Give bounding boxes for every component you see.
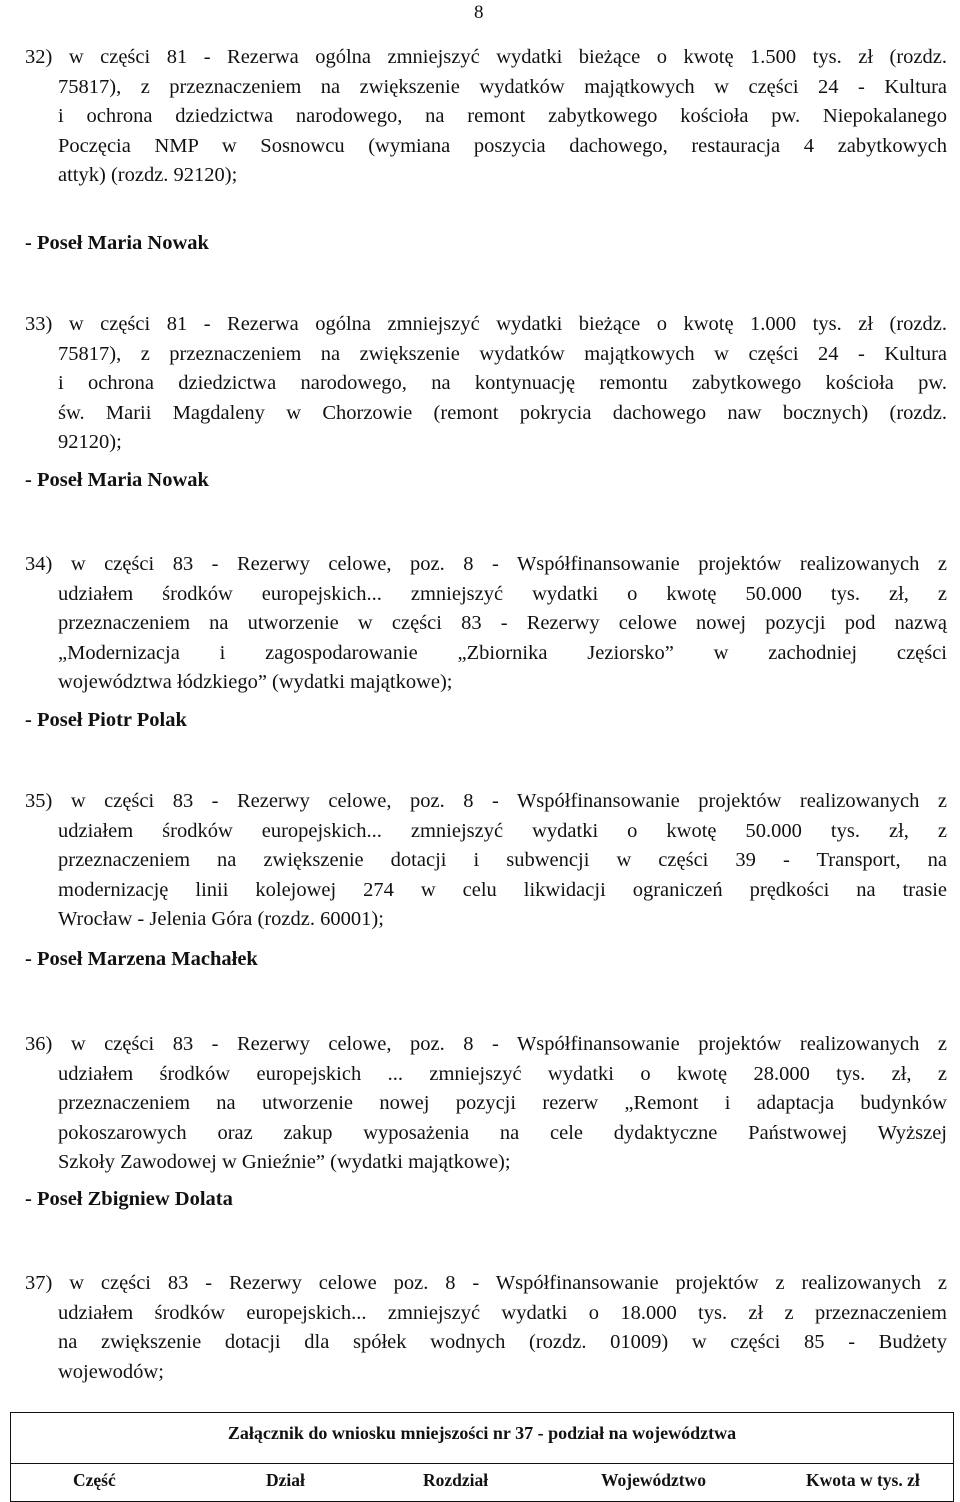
annex-table bbox=[10, 1412, 954, 1502]
item-line: „Modernizacja i zagospodarowanie „Zbiornika Jeziorsko” w zachodniej części bbox=[58, 641, 947, 664]
column-header-dzial: Dział bbox=[266, 1470, 305, 1490]
item-line: i ochrona dziedzictwa narodowego, na remont zabytkowego kościoła pw. Niepokalanego bbox=[58, 105, 947, 128]
annex-title: Załącznik do wniosku mniejszości nr 37 - podział na województwa bbox=[227, 1423, 737, 1443]
item-line: województwa łódzkiego” (wydatki majątkowe); bbox=[58, 671, 453, 694]
sponsor-name: - Poseł Piotr Polak bbox=[25, 709, 187, 731]
item-line: modernizację linii kolejowej 274 w celu likwidacji ograniczeń prędkości na trasie bbox=[58, 878, 947, 901]
list-item bbox=[25, 310, 947, 458]
list-item bbox=[25, 43, 947, 191]
sponsor-name: - Poseł Marzena Machałek bbox=[25, 948, 258, 970]
sponsor-name: - Poseł Zbigniew Dolata bbox=[25, 1188, 233, 1210]
list-item bbox=[25, 787, 947, 935]
item-line: wojewodów; bbox=[58, 1360, 164, 1383]
item-line: i ochrona dziedzictwa narodowego, na kontynuację remontu zabytkowego kościoła pw. bbox=[58, 372, 947, 395]
item-line: 35) w części 83 - Rezerwy celowe, poz. 8 - Współfinansowanie projektów realizowanych z bbox=[25, 790, 947, 812]
item-line: attyk) (rozdz. 92120); bbox=[58, 164, 238, 187]
item-line: 34) w części 83 - Rezerwy celowe, poz. 8 - Współfinansowanie projektów realizowanych z bbox=[25, 553, 947, 575]
item-line: Poczęcia NMP w Sosnowcu (wymiana poszycia dachowego, restauracja 4 zabytkowych bbox=[58, 134, 947, 157]
item-line: 33) w części 81 - Rezerwa ogólna zmniejszyć wydatki bieżące o kwotę 1.000 tys. zł (rozdz. bbox=[25, 313, 947, 335]
column-header-czesc: Część bbox=[73, 1470, 116, 1490]
sponsor-name: - Poseł Maria Nowak bbox=[25, 469, 209, 491]
item-line: przeznaczeniem na utworzenie w części 83 - Rezerwy celowe nowej pozycji pod nazwą bbox=[58, 612, 947, 635]
item-line: przeznaczeniem na zwiększenie dotacji i subwencji w części 39 - Transport, na bbox=[58, 849, 947, 872]
item-line: 75817), z przeznaczeniem na zwiększenie wydatków majątkowych w części 24 - Kultura bbox=[58, 75, 947, 98]
item-line: św. Marii Magdaleny w Chorzowie (remont pokrycia dachowego naw bocznych) (rozdz. bbox=[58, 401, 947, 424]
item-line: udziałem środków europejskich... zmniejszyć wydatki o 18.000 tys. zł z przeznaczeniem bbox=[58, 1301, 947, 1324]
item-line: Szkoły Zawodowej w Gnieźnie” (wydatki majątkowe); bbox=[58, 1151, 511, 1174]
item-line: 37) w części 83 - Rezerwy celowe poz. 8 - Współfinansowanie projektów z realizowanych z bbox=[25, 1272, 947, 1294]
page-number: 8 bbox=[474, 2, 484, 23]
table-divider bbox=[11, 1463, 953, 1464]
column-header-kwota: Kwota w tys. zł bbox=[806, 1470, 920, 1490]
item-line: 32) w części 81 - Rezerwa ogólna zmniejszyć wydatki bieżące o kwotę 1.500 tys. zł (rozdz. bbox=[25, 46, 947, 68]
item-line: 36) w części 83 - Rezerwy celowe, poz. 8 - Współfinansowanie projektów realizowanych z bbox=[25, 1033, 947, 1055]
item-line: Wrocław - Jelenia Góra (rozdz. 60001); bbox=[58, 908, 384, 931]
list-item bbox=[25, 1269, 947, 1387]
list-item bbox=[25, 1030, 947, 1178]
item-line: udziałem środków europejskich... zmniejszyć wydatki o kwotę 50.000 tys. zł, z bbox=[58, 582, 947, 605]
sponsor-name: - Poseł Maria Nowak bbox=[25, 232, 209, 254]
item-line: 75817), z przeznaczeniem na zwiększenie wydatków majątkowych w części 24 - Kultura bbox=[58, 342, 947, 365]
item-line: na zwiększenie dotacji dla spółek wodnych (rozdz. 01009) w części 85 - Budżety bbox=[58, 1331, 947, 1354]
item-line: 92120); bbox=[58, 431, 122, 454]
item-line: przeznaczeniem na utworzenie nowej pozycji rezerw „Remont i adaptacja budynków bbox=[58, 1092, 947, 1115]
item-line: udziałem środków europejskich... zmniejszyć wydatki o kwotę 50.000 tys. zł, z bbox=[58, 819, 947, 842]
item-line: pokoszarowych oraz zakup wyposażenia na cele dydaktyczne Państwowej Wyższej bbox=[58, 1121, 947, 1144]
list-item bbox=[25, 550, 947, 698]
column-header-wojewodztwo: Województwo bbox=[601, 1470, 706, 1490]
item-line: udziałem środków europejskich ... zmniejszyć wydatki o kwotę 28.000 tys. zł, z bbox=[58, 1062, 947, 1085]
column-header-rozdzial: Rozdział bbox=[423, 1470, 489, 1490]
